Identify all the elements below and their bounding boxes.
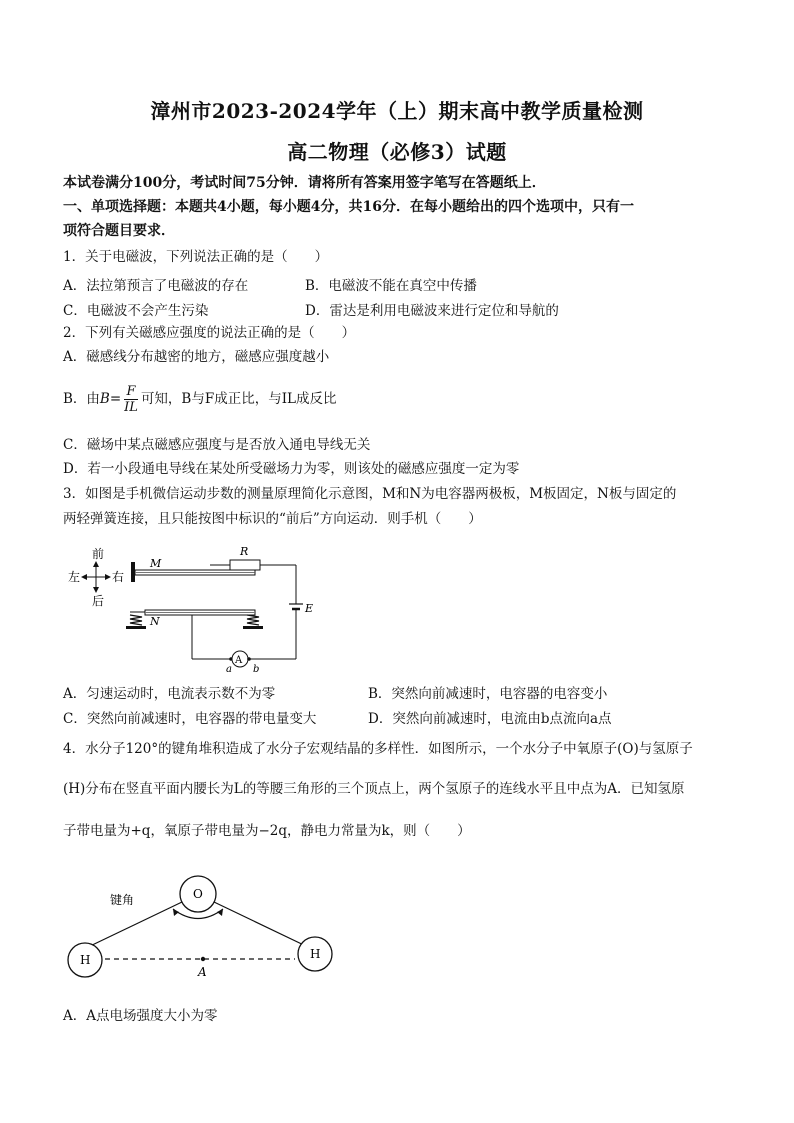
q2-option-c: C．磁场中某点磁感应强度与是否放入通电导线无关 xyxy=(63,437,371,453)
q1-option-b: B．电磁波不能在真空中传播 xyxy=(305,278,477,294)
q2-formula-fraction xyxy=(124,384,138,415)
q3-option-c: C．突然向前减速时，电容器的带电量变大 xyxy=(63,711,317,727)
label-bond-angle: 键角 xyxy=(110,893,135,907)
label-front: 前 xyxy=(92,547,105,561)
label-r: R xyxy=(240,545,249,558)
q4-water-molecule-diagram xyxy=(60,866,360,986)
label-back: 后 xyxy=(92,594,105,608)
label-oxygen: O xyxy=(193,887,203,901)
point-a xyxy=(201,957,205,961)
q2-formula-eq: = xyxy=(109,391,122,407)
q4-option-a: A．A点电场强度大小为零 xyxy=(63,1008,218,1024)
label-right: 右 xyxy=(112,570,125,584)
q2-option-b-prefix: B．由 xyxy=(63,391,100,407)
spring-left-icon xyxy=(126,612,146,629)
q3-stem-line2: 两轻弹簧连接，且只能按图中标识的“前后”方向运动．则手机（ ） xyxy=(63,511,482,527)
exam-subtitle: 高二物理（必修3）试题 xyxy=(287,140,507,164)
label-hydrogen-right: H xyxy=(310,947,321,961)
q3-option-b: B．突然向前减速时，电容器的电容变小 xyxy=(368,686,608,702)
q2-option-b xyxy=(63,380,337,418)
q3-capacitor-circuit-diagram xyxy=(60,540,320,675)
q2-stem: 2．下列有关磁感应强度的说法正确的是（ ） xyxy=(63,325,356,341)
q3-option-d: D．突然向前减速时，电流由b点流向a点 xyxy=(368,711,612,727)
label-hydrogen-left: H xyxy=(80,953,91,967)
q3-stem-line1: 3．如图是手机微信运动步数的测量原理简化示意图，M和N为电容器两极板，M板固定，N板与固定的 xyxy=(63,486,677,502)
direction-indicator-icon xyxy=(81,561,111,593)
label-point-a: A xyxy=(198,965,207,979)
q3-option-a: A．匀速运动时，电流表示数不为零 xyxy=(63,686,276,702)
label-b: b xyxy=(253,664,260,675)
plate-m-mount xyxy=(131,562,135,582)
q2-option-a: A．磁感线分布越密的地方，磁感应强度越小 xyxy=(63,349,330,365)
label-a: a xyxy=(226,664,232,675)
q1-stem: 1．关于电磁波，下列说法正确的是（ ） xyxy=(63,249,329,265)
resistor-r xyxy=(230,560,260,570)
label-e: E xyxy=(305,602,314,615)
q4-stem-line2: (H)分布在竖直平面内腰长为L的等腰三角形的三个顶点上，两个氢原子的连线水平且中点为A．已知氢原 xyxy=(63,781,685,797)
label-left: 左 xyxy=(68,570,81,584)
exam-title: 漳州市2023-2024学年（上）期末高中教学质量检测 xyxy=(150,99,644,123)
exam-notice: 本试卷满分100分，考试时间75分钟．请将所有答案用签字笔写在答题纸上． xyxy=(63,175,546,191)
label-n: N xyxy=(150,615,160,628)
q1-option-d: D．雷达是利用电磁波来进行定位和导航的 xyxy=(305,303,559,319)
q2-option-d: D．若一小段通电导线在某处所受磁场力为零，则该处的磁感应强度一定为零 xyxy=(63,461,520,477)
q2-formula-lhs: B xyxy=(99,391,110,407)
section1-heading-line2: 项符合题目要求． xyxy=(63,223,175,239)
label-ammeter: A xyxy=(235,655,243,666)
label-m: M xyxy=(150,557,162,570)
q1-option-a: A．法拉第预言了电磁波的存在 xyxy=(63,278,249,294)
section1-heading-line1: 一、单项选择题：本题共4小题，每小题4分，共16分．在每小题给出的四个选项中，只有一 xyxy=(63,199,634,215)
q2-option-b-suffix: 可知，B与F成正比，与IL成反比 xyxy=(140,391,337,407)
q4-stem-line1: 4．水分子120°的键角堆积造成了水分子宏观结晶的多样性．如图所示，一个水分子中氧原子(O)与氢原子 xyxy=(63,741,693,757)
spring-right-icon xyxy=(243,615,263,629)
q2-formula-denominator: IL xyxy=(124,400,138,415)
q1-option-c: C．电磁波不会产生污染 xyxy=(63,303,209,319)
q4-stem-line3: 子带电量为+q，氧原子带电量为−2q，静电力常量为k，则（ ） xyxy=(63,823,471,839)
q2-formula-numerator: F xyxy=(124,384,138,400)
